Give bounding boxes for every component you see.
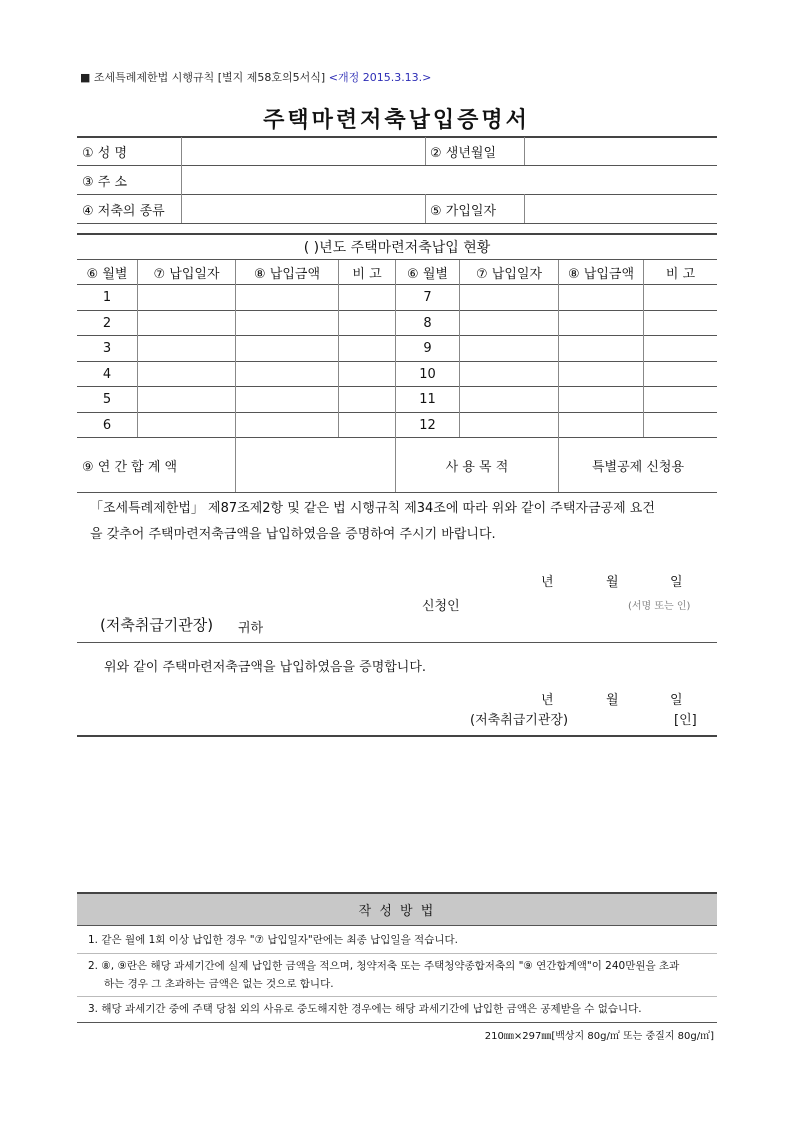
col-amount-right: ⑧ 납입금액	[567, 266, 635, 282]
paper-spec: 210㎜×297㎜[백상지 80g/㎡ 또는 중질지 80g/㎡]	[484, 1031, 714, 1042]
guide-item-2: 2. ⑧, ⑨란은 해당 과세기간에 실제 납입한 금액을 적으며, 청약저축 또는 주택청약종합저축의 "⑨ 연간합계액"이 240만원을 초과	[88, 960, 680, 972]
savings-type-label: ④ 저축의 종류	[82, 203, 165, 219]
certify-text: 위와 같이 주택마련저축금액을 납입하였음을 증명합니다.	[104, 660, 427, 675]
col-month-right: ⑥ 월별	[407, 266, 448, 282]
savings-type-field[interactable]	[182, 195, 424, 223]
purpose-value: 특별공제 신청용	[591, 459, 685, 475]
name-field[interactable]	[182, 137, 424, 165]
issuer-label: (저축취급기관장)	[470, 713, 569, 728]
col-note-left: 비 고	[352, 266, 382, 282]
certify-year: 년	[541, 693, 554, 708]
status-title: ( )년도 주택마련저축납입 현황	[303, 240, 491, 256]
annual-total-field[interactable]	[236, 438, 395, 492]
col-amount-left: ⑧ 납입금액	[253, 266, 321, 282]
month-cell: 8	[423, 315, 432, 331]
recipient-label: (저축취급기관장)	[100, 616, 214, 634]
month-cell: 11	[419, 392, 436, 407]
request-year: 년	[541, 575, 554, 590]
revision-text: <개정 2015.3.13.>	[328, 71, 432, 84]
month-cell: 6	[102, 417, 112, 433]
request-day: 일	[670, 575, 683, 590]
name-label: ① 성 명	[82, 145, 128, 161]
purpose-label: 사 용 목 적	[445, 459, 509, 475]
month-cell: 12	[419, 417, 436, 433]
certify-month: 월	[606, 693, 619, 708]
month-cell: 7	[423, 290, 432, 305]
col-month-left: ⑥ 월별	[86, 266, 128, 282]
annual-total-label: ⑨ 연 간 합 계 액	[82, 459, 178, 475]
request-line-1: 「조세특례제한법」 제87조제2항 및 같은 법 시행규칙 제34조에 따라 위와 같이 주택자금공제 요건	[90, 501, 655, 516]
form-reference	[80, 69, 431, 85]
address-label: ③ 주 소	[82, 174, 128, 190]
birth-label: ② 생년월일	[430, 145, 497, 161]
col-date-right: ⑦ 납입일자	[475, 266, 543, 282]
month-cell: 2	[102, 315, 112, 331]
request-line-2: 을 갖추어 주택마련저축금액을 납입하였음을 증명하여 주시기 바랍니다.	[90, 527, 496, 542]
seal-mark: [인]	[674, 713, 697, 728]
guide-title: 작 성 방 법	[77, 892, 717, 926]
month-cell: 1	[102, 290, 112, 305]
certify-day: 일	[670, 693, 683, 708]
document-title: 주택마련저축납입증명서	[263, 108, 530, 133]
month-cell: 10	[419, 366, 436, 382]
month-cell: 9	[423, 341, 432, 356]
month-cell: 3	[102, 341, 112, 356]
guide-item-3: 3. 해당 과세기간 중에 주택 당첨 외의 사유로 중도해지한 경우에는 해당 과세기간에 납입한 금액은 공제받을 수 없습니다.	[88, 1003, 642, 1015]
month-cell: 5	[102, 392, 112, 407]
address-field[interactable]	[182, 166, 716, 194]
guide-item-1: 1. 같은 월에 1회 이상 납입한 경우 "⑦ 납입일자"란에는 최종 납입일을 적습니다.	[88, 934, 458, 946]
col-note-right: 비 고	[665, 266, 696, 282]
month-cell: 4	[102, 366, 112, 382]
guide-item-2-cont: 하는 경우 그 초과하는 금액은 없는 것으로 합니다.	[104, 978, 334, 990]
join-date-field[interactable]	[525, 195, 716, 223]
col-date-left: ⑦ 납입일자	[153, 266, 220, 282]
recipient-honorific: 귀하	[238, 621, 264, 636]
birth-field[interactable]	[525, 137, 716, 165]
request-month: 월	[606, 575, 619, 590]
join-date-label: ⑤ 가입일자	[430, 203, 497, 219]
form-ref-text: ■ 조세특례제한법 시행규칙 [별지 제58호의5서식]	[80, 71, 326, 84]
applicant-label: 신청인	[422, 599, 460, 614]
signature-hint: (서명 또는 인)	[628, 601, 691, 612]
